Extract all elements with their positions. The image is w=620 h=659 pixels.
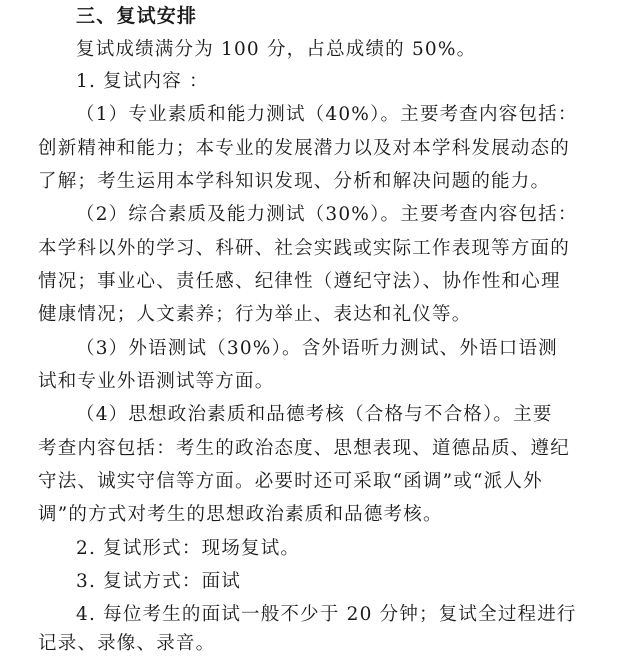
- item-4-line-2: 记录、录像、录音。: [38, 633, 216, 654]
- sub-3-line-1: （3）外语测试（30%）。含外语听力测试、外语口语测: [76, 338, 558, 359]
- sub-2-line-2: 本学科以外的学习、科研、社会实践或实际工作表现等方面的: [38, 238, 570, 259]
- sub-1-line-3: 了解；考生运用本学科知识发现、分析和解决问题的能力。: [38, 171, 551, 192]
- sub-1-line-1: （1）专业素质和能力测试（40%）。主要考查内容包括：: [76, 104, 578, 125]
- sub-2-line-1: （2）综合素质及能力测试（30%）。主要考查内容包括：: [76, 204, 578, 225]
- item-4-line-1: 4. 每位考生的面试一般不少于 20 分钟；复试全过程进行: [76, 604, 577, 625]
- item-3: 3. 复试方式：面试: [76, 571, 242, 592]
- sub-4-line-4: 调”的方式对考生的思想政治素质和品德考核。: [38, 504, 443, 525]
- intro-paragraph: 复试成绩满分为 100 分，占总成绩的 50%。: [76, 39, 477, 60]
- item-1-title: 1. 复试内容 ：: [76, 71, 209, 92]
- sub-4-line-2: 考查内容包括：考生的政治态度、思想表现、道德品质、遵纪: [38, 438, 570, 459]
- sub-3-line-2: 试和专业外语测试等方面。: [38, 371, 275, 392]
- item-2: 2. 复试形式：现场复试。: [76, 538, 301, 559]
- sub-4-line-1: （4）思想政治素质和品德考核（合格与不合格）。主要: [76, 404, 553, 425]
- sub-1-line-2: 创新精神和能力；本专业的发展潜力以及对本学科发展动态的: [38, 138, 570, 159]
- sub-2-line-3: 情况；事业心、责任感、纪律性（遵纪守法）、协作性和心理: [38, 271, 561, 292]
- sub-4-line-3: 守法、诚实守信等方面。必要时还可采取“函调”或“派人外: [38, 471, 543, 492]
- section-heading: 三、复试安排: [76, 5, 198, 27]
- sub-2-line-4: 健康情况；人文素养；行为举止、表达和礼仪等。: [38, 304, 472, 325]
